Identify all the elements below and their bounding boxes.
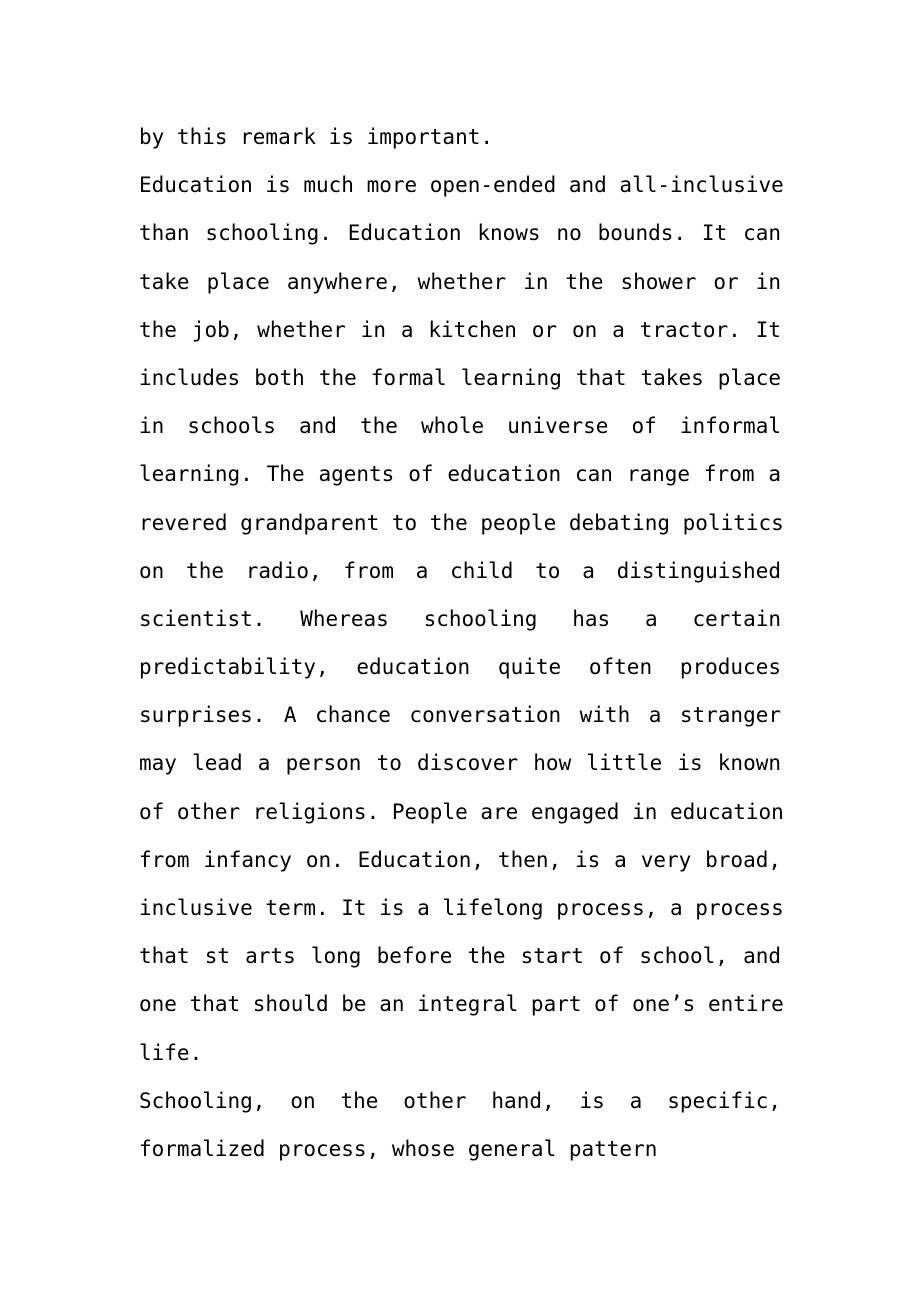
text-line: take place anywhere, whether in the shower or in [139, 269, 781, 294]
text-line: on the radio, from a child to a distinguished [139, 558, 781, 583]
text-line: formalized process, whose general pattern [139, 1136, 658, 1161]
text-line: that st arts long before the start of school, and [139, 944, 781, 969]
text-line: surprises. A chance conversation with a stranger [139, 703, 781, 728]
text-line: life. [139, 1040, 203, 1065]
text-line: than schooling. Education knows no bounds. It can [139, 221, 781, 246]
text-line: the job, whether in a kitchen or on a tractor. It [139, 317, 781, 342]
text-line: learning. The agents of education can range from a [139, 462, 781, 487]
text-line: revered grandparent to the people debating politics [139, 510, 784, 535]
text-line: of other religions. People are engaged in education [139, 799, 784, 824]
text-line: scientist. Whereas schooling has a certain [139, 606, 781, 631]
text-line: one that should be an integral part of one’s entire [139, 992, 784, 1017]
text-line: in schools and the whole universe of informal [139, 414, 781, 439]
body-text [139, 113, 784, 1173]
text-line: predictability, education quite often produces [139, 655, 781, 680]
text-line: Schooling, on the other hand, is a specific, [139, 1088, 781, 1113]
text-line: by this remark is important. [139, 125, 494, 149]
text-line: Education is much more open-ended and all-inclusive [139, 173, 784, 198]
text-line: may lead a person to discover how little is known [139, 751, 781, 776]
text-line: includes both the formal learning that takes place [139, 365, 781, 390]
text-line: from infancy on. Education, then, is a very broad, [139, 847, 781, 872]
text-line: inclusive term. It is a lifelong process, a process [139, 896, 784, 920]
